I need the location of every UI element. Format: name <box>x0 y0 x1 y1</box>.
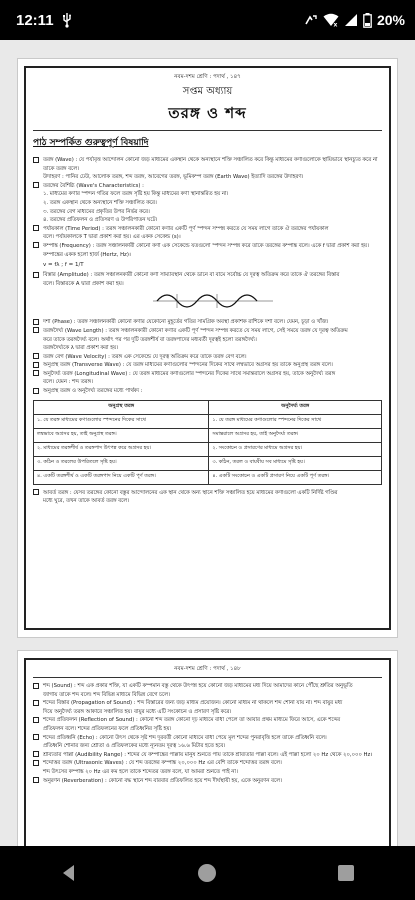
checkbox-bullet-icon <box>33 157 39 163</box>
table-cell: ৪. একটি সংকোচন ও একটি প্রসারণ নিয়ে একটি পূর্ণ তরঙ্গ। <box>209 470 382 484</box>
checkbox-bullet-icon <box>33 182 39 188</box>
svg-text:x: x <box>333 21 338 27</box>
text-line: প্রতিফলন বলে। শব্দের প্রতিফলনের ফলে প্রতিধ্বনির সৃষ্টি হয়। <box>43 725 172 732</box>
checkbox-bullet-icon <box>33 489 39 495</box>
comparison-table <box>33 400 382 485</box>
table-row <box>34 442 382 456</box>
recents-icon[interactable] <box>335 862 357 884</box>
text-line: শব্দের প্রতিধ্বনি (Echo) : কোনো উৎস থেকে সৃষ্ট শব্দ দূরবর্তী কোনো মাধ্যমে বাধা পেয়ে মূল শব্দের পুনরাবৃত্তি হলে তাকে প্রতিধ্বনি বলে। <box>33 734 382 743</box>
status-right <box>304 12 405 28</box>
text-line: শব্দ উৎসের কম্পাঙ্ক ২০ Hz এর কম হলে তাকে শব্দেতর তরঙ্গ বলে, যা আমরা শুনতে পাই না। <box>43 768 238 775</box>
text-line: তরঙ্গ বেগ (Wave Velocity) : তরঙ্গ এক সেকেন্ডে যে দূরত্ব অতিক্রম করে তাকে তরঙ্গ বেগ বলে। <box>33 353 382 362</box>
text-line: তরঙ্গের বৈশিষ্ট্য (Wave's Characteristics) : <box>33 182 382 191</box>
wifi-icon <box>323 13 339 27</box>
text-line: শ্রাব্যতার পাল্লা (Audibility Range) : শব্দের যে কম্পাঙ্কের পাল্লায় মানুষ শুনতে পায় তাকে শ্রাব্যতার পাল্লা বলে। এই পাল্লা হলো ২০ Hz থেকে ২০,০০০ Hz। <box>33 751 382 760</box>
page-1[interactable] <box>17 58 398 638</box>
page-2-border <box>24 658 391 846</box>
text-line: ৪. তরঙ্গের প্রতিফলন ও প্রতিসরণ ও উপরিপাতন ঘটে। <box>43 217 158 224</box>
text-line: শব্দ (Sound) : শব্দ এক প্রকার শক্তি, যা একটি কম্পমান বস্তু থেকে উৎপন্ন হয়ে কোনো জড় মাধ্যমের মধ্য দিয়ে আমাদের কানে পৌঁছে শ্রুতির অনুভূতি <box>33 682 382 691</box>
text-line: ২. তরঙ্গ একস্থান থেকে অন্যস্থানে শক্তি সঞ্চালিত করে। <box>43 199 157 206</box>
text-line: অনুপ্রস্থ তরঙ্গ (Transverse Wave) : যে তরঙ্গ মাধ্যমের কণাগুলোর স্পন্দনের দিকের সাথে লম্বভাবে অগ্রসর হয় তাকে অনুপ্রস্থ তরঙ্গ বলে। <box>33 361 382 370</box>
text-line: তরঙ্গদৈর্ঘ্যকে λ দ্বারা প্রকাশ করা হয়। <box>43 345 119 352</box>
page-1-border <box>24 66 391 630</box>
table-header-row <box>34 400 382 414</box>
checkbox-bullet-icon <box>33 225 39 231</box>
text-line: ১. মাধ্যমের কণার স্পন্দন গতির ফলে তরঙ্গ সৃষ্টি হয় কিন্তু মাধ্যমের কণা স্থানান্তরিত হয় না। <box>43 191 229 198</box>
text-line: শব্দের বিস্তার (Propagation of Sound) : শব্দ বিস্তারের জন্য জড় মাধ্যম প্রয়োজন। কোনো মাধ্যম না থাকলে শব্দ শোনা যায় না। শব্দ বায়ুর মধ্য <box>33 699 382 708</box>
checkbox-bullet-icon <box>33 388 39 394</box>
chapter-label: সপ্তম অধ্যায় <box>182 86 233 97</box>
checkbox-bullet-icon <box>33 760 39 766</box>
text-line: ৩. তরঙ্গের বেগ মাধ্যমের প্রকৃতির উপর নির্ভর করে। <box>43 208 150 215</box>
text-line: করে তাকে তরঙ্গদৈর্ঘ্য বলে। অর্থাৎ পর পর দুটি তরঙ্গশীর্ষ বা তরঙ্গপাদের মধ্যবর্তী দূরত্বই হলো তরঙ্গদৈর্ঘ্য। <box>43 336 257 343</box>
checkbox-bullet-icon <box>33 734 39 740</box>
checkbox-bullet-icon <box>33 370 39 376</box>
wave-diagram <box>153 291 273 311</box>
checkbox-bullet-icon <box>33 717 39 723</box>
divider <box>33 130 382 131</box>
table-cell: ২. মাধ্যমের তরঙ্গশীর্ষ ও তরঙ্গপাদ উৎপন্ন করে অগ্রসর হয়। <box>34 442 209 456</box>
text-line: মধ্যে ঘুরে, তখন তাকে আবর্ত তরঙ্গ বলে। <box>43 498 130 505</box>
status-time: 12:11 <box>16 11 54 29</box>
table-header: অনুপ্রস্থ তরঙ্গ <box>34 400 209 414</box>
table-row <box>34 456 382 470</box>
text-line: তরঙ্গ (Wave) : যে পর্যাবৃত্ত আন্দোলন কোনো জড় মাধ্যমের একস্থান থেকে অন্যস্থানে শক্তি সঞ্চালিত করে কিন্তু মাধ্যমের কণাগুলোকে স্থায়িভাবে স্থানচ্যুত করে না <box>33 156 382 165</box>
page-2[interactable] <box>17 650 398 846</box>
text-line: বিস্তার (Amplitude) : তরঙ্গ সঞ্চালনকারী কোনো কণা সাম্যাবস্থান থেকে ডানে বা বামে সর্বোচ্চ যে দূরত্ব অতিক্রম করে তাকে ঐ তরঙ্গের বিস্তার <box>33 271 382 280</box>
text-line: দশা (Phase) : তরঙ্গ সঞ্চালনকারী কোনো কণার যেকোনো মুহূর্তের গতির সামগ্রিক অবস্থা প্রকাশক রাশিকে দশা বলে। যেমন, চূড়া ও খাঁজ। <box>33 318 382 327</box>
text-line: অনুদৈর্ঘ্য তরঙ্গ (Longitudinal Wave) : যে তরঙ্গ মাধ্যমের কণাগুলোর স্পন্দনের দিকের সাথে সমান্তরালে অগ্রসর হয়, তাকে অনুদৈর্ঘ্য তরঙ্গ <box>33 370 382 379</box>
table-cell: ১. যে তরঙ্গ মাধ্যমের কণাগুলোর স্পন্দনের দিকের সাথে <box>34 414 209 428</box>
text-line: জাগায় তাকে শব্দ বলে। শব্দ বিভিন্ন মাধ্যমে বিভিন্ন বেগে চলে। <box>43 691 170 698</box>
checkbox-bullet-icon <box>33 353 39 359</box>
home-icon[interactable] <box>196 862 218 884</box>
checkbox-bullet-icon <box>33 777 39 783</box>
text-line: বলে। বিস্তারকে A দ্বারা প্রকাশ করা হয়। <box>43 280 124 287</box>
table-cell: ১. যে তরঙ্গ মাধ্যমের কণাগুলোর স্পন্দনের দিকের সাথে <box>209 414 382 428</box>
status-bar <box>0 0 415 40</box>
checkbox-bullet-icon <box>33 362 39 368</box>
table-row <box>34 428 382 442</box>
text-line: শব্দের প্রতিফলন (Reflection of Sound) : কোনো শব্দ তরঙ্গ কোনো দৃঢ় মাধ্যমে বাধা পেলে তা আবার প্রথম মাধ্যমে ফিরে আসে, একে শব্দের <box>33 716 382 725</box>
navigation-bar <box>0 846 415 900</box>
text-line: কম্পাঙ্কের একক হলো হার্জ (Hertz, Hz)। <box>43 251 131 258</box>
text-line: বলে। যেমন : শব্দ তরঙ্গ। <box>43 379 93 386</box>
notification-icons <box>62 12 72 28</box>
page-header: নবম-দশম শ্রেণি : পদার্থ , ১৪৮ <box>174 666 241 672</box>
text-line: শব্দোত্তর তরঙ্গ (Ultrasonic Waves) : যে শব্দ তরঙ্গের কম্পাঙ্ক ২০,০০০ Hz এর বেশি তাকে শব্দোত্তর তরঙ্গ বলে। <box>33 759 382 768</box>
table-row <box>34 414 382 428</box>
data-saver-icon <box>304 13 318 27</box>
text-line: উদাহরণ : পানির ঢেউ, আলোক তরঙ্গ, শব্দ তরঙ্গ, আবেগের তরঙ্গ, ভূমিকম্প তরঙ্গ (Earth Wave) ইত্যাদি তরঙ্গের উদাহরণ। <box>43 174 304 181</box>
checkbox-bullet-icon <box>33 683 39 689</box>
usb-icon <box>62 12 72 28</box>
table-cell: ৩. কঠিন, তরল ও বায়বীয় সব মাধ্যমে সৃষ্টি হয়। <box>209 456 382 470</box>
text-line: পর্যায়কাল (Time Period) : তরঙ্গ সঞ্চালনকারী কোনো কণার একটি পূর্ণ স্পন্দন সম্পন্ন করতে যে সময় লাগে তাকে ঐ তরঙ্গের পর্যায়কাল <box>33 225 382 234</box>
divider <box>33 677 382 678</box>
battery-percent: 20% <box>376 12 405 28</box>
battery-icon <box>363 13 372 28</box>
text-line: তাকে তরঙ্গ বলে। <box>43 165 80 172</box>
table-row <box>34 470 382 484</box>
text-line: দিয়ে অনুদৈর্ঘ্য তরঙ্গ আকারে সঞ্চালিত হয়। বায়ুর মধ্যে এটি সংকোচন ও প্রসারণ সৃষ্টি করে। <box>43 708 232 715</box>
table-cell: লম্বভাবে অগ্রসর হয়, তাই অনুপ্রস্থ তরঙ্গ। <box>34 428 209 442</box>
checkbox-bullet-icon <box>33 700 39 706</box>
checkbox-bullet-icon <box>33 319 39 325</box>
table-header: অনুদৈর্ঘ্য তরঙ্গ <box>209 400 382 414</box>
checkbox-bullet-icon <box>33 751 39 757</box>
table-cell: ২. সংকোচন ও প্রসারণের মাধ্যমে অগ্রসর হয়। <box>209 442 382 456</box>
page-header: নবম-দশম শ্রেণি : পদার্থ , ১৪৭ <box>174 74 241 80</box>
checkbox-bullet-icon <box>33 242 39 248</box>
text-line: অনুরণন (Reverberation) : কোনো বদ্ধ স্থানে শব্দ বারবার প্রতিফলিত হয়ে শব্দ দীর্ঘস্থায়ী হয়, একে অনুরণন বলে। <box>33 777 382 786</box>
checkbox-bullet-icon <box>33 272 39 278</box>
table-cell: ৩. কঠিন ও তরলের উপরিতলে সৃষ্টি হয়। <box>34 456 209 470</box>
pdf-viewer[interactable] <box>0 40 415 846</box>
signal-icon <box>344 13 358 27</box>
text-line: প্রতিধ্বনি শোনার জন্য শ্রোতা ও প্রতিফলকের মধ্যে ন্যূনতম দূরত্ব ১৬.৬ মিটার হতে হবে। <box>43 743 226 750</box>
checkbox-bullet-icon <box>33 327 39 333</box>
text-line: তরঙ্গদৈর্ঘ্য (Wave Length) : তরঙ্গ সঞ্চালনকারী কোনো কণার একটি পূর্ণ স্পন্দন সম্পন্ন করতে যে সময় লাগে, সেই সময়ে তরঙ্গ যে দূরত্ব অতিক্রম <box>33 327 382 336</box>
formula: v = fλ ; f = 1/T <box>43 262 84 269</box>
text-line: অনুপ্রস্থ তরঙ্গ ও অনুদৈর্ঘ্য তরঙ্গের মধ্যে পার্থক্য : <box>33 387 382 396</box>
chapter-title: তরঙ্গ ও শব্দ <box>168 104 247 122</box>
text-line: কম্পাঙ্ক (Frequency) : তরঙ্গ সঞ্চালনকারী কোনো কণা এক সেকেন্ডে যতগুলো স্পন্দন সম্পন্ন করে তাকে তরঙ্গের কম্পাঙ্ক বলে। একে f দ্বারা প্রকাশ করা হয়। <box>33 242 382 251</box>
table-cell: ৪. একটি তরঙ্গশীর্ষ ও একটি তরঙ্গপাদ নিয়ে একটি পূর্ণ তরঙ্গ। <box>34 470 209 484</box>
text-line: আবর্ত তরঙ্গ : যেসব তরঙ্গের কোনো বস্তুর আন্দোলনের এক স্থান থেকে অন্য স্থানে শক্তি সঞ্চালিত হয়ে মাধ্যমের কণাগুলো একটি নির্দিষ্ট গণ্ডির <box>33 489 382 498</box>
text-line: বলে। পর্যায়কালকে T দ্বারা প্রকাশ করা হয়। এর একক সেকেন্ড (s)। <box>43 234 181 241</box>
table-cell: সমান্তরালে অগ্রসর হয়, তাই অনুদৈর্ঘ্য তরঙ্গ। <box>209 428 382 442</box>
section-heading: পাঠ সম্পর্কিত গুরুত্বপূর্ণ বিষয়াদি <box>33 138 149 148</box>
back-icon[interactable] <box>58 862 80 884</box>
